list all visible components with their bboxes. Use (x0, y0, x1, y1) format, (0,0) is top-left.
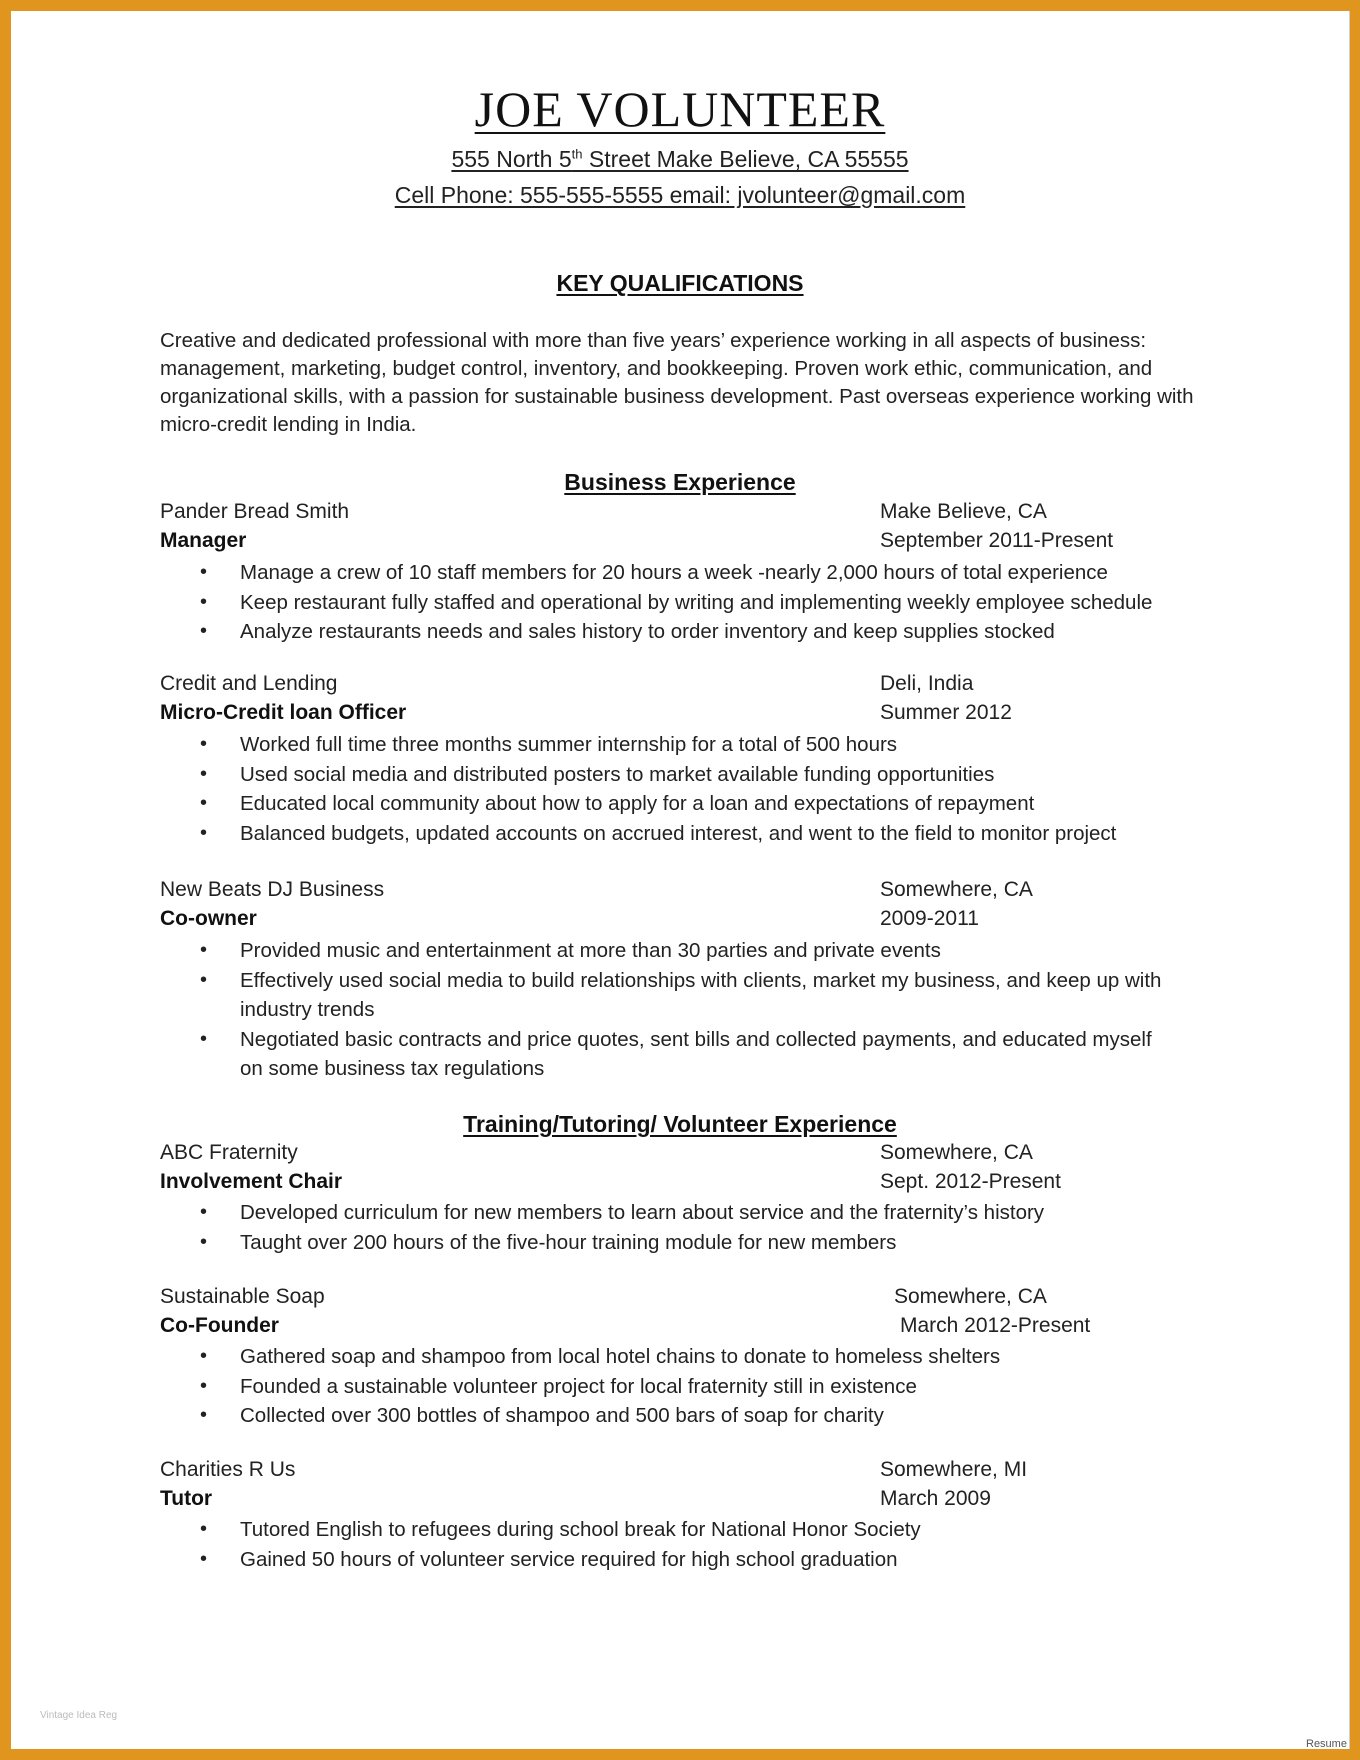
job-dates: March 2009 (880, 1487, 991, 1510)
watermark-text: Vintage Idea Reg (40, 1710, 118, 1721)
job-title: Manager (160, 529, 247, 552)
bullet-item: • Founded a sustainable volunteer project for local fraternity still in existence (200, 1372, 1180, 1402)
job-title: Involvement Chair (160, 1170, 343, 1193)
qualifications-heading: KEY QUALIFICATIONS (556, 270, 804, 296)
job-dates: September 2011-Present (880, 529, 1114, 552)
bullet-item: • Analyze restaurants needs and sales history to order inventory and keep supplies stocked (200, 617, 1180, 647)
bullet-item: • Tutored English to refugees during school break for National Honor Society (200, 1515, 1180, 1545)
bullet-item: • Balanced budgets, updated accounts on accrued interest, and went to the field to monitor project (200, 819, 1180, 849)
summary-line: Creative and dedicated professional with more than five years’ experience working in all aspects of business: (160, 329, 1147, 352)
job-title-row (160, 1314, 1160, 1342)
bullet-item: • Taught over 200 hours of the five-hour training module for new members (200, 1228, 1180, 1258)
bullet-item: • Collected over 300 bottles of shampoo and 500 bars of soap for charity (200, 1401, 1180, 1431)
job-bullets (200, 1515, 1180, 1574)
job-org-row (160, 878, 1160, 906)
job-organization: ABC Fraternity (160, 1141, 298, 1164)
job-dates: 2009-2011 (880, 907, 979, 930)
job-title-row (160, 529, 1160, 557)
bullet-item: • Provided music and entertainment at more than 30 parties and private events (200, 936, 1180, 966)
footer-label: Resume (1306, 1738, 1347, 1750)
job-bullets (200, 1342, 1180, 1431)
volunteer-experience-heading: Training/Tutoring/ Volunteer Experience (463, 1111, 897, 1137)
bullet-item: • Effectively used social media to build relationships with clients, market my business, and keep up with industry trends (200, 966, 1180, 1025)
job-bullets (200, 1198, 1180, 1257)
job-title-row (160, 701, 1160, 729)
job-organization: Credit and Lending (160, 672, 338, 695)
job-location: Somewhere, CA (880, 1141, 1033, 1164)
resume-name: JOE VOLUNTEER (474, 81, 886, 137)
job-organization: Sustainable Soap (160, 1285, 325, 1308)
business-experience-heading: Business Experience (564, 469, 796, 495)
job-org-row (160, 1285, 1160, 1313)
bullet-item: • Worked full time three months summer internship for a total of 500 hours (200, 730, 1180, 760)
job-title: Micro-Credit loan Officer (160, 701, 407, 724)
job-org-row (160, 500, 1160, 528)
bullet-item: • Educated local community about how to apply for a loan and expectations of repayment (200, 789, 1180, 819)
job-location: Somewhere, CA (894, 1285, 1047, 1308)
job-org-row (160, 1141, 1160, 1169)
summary-line: micro-credit lending in India. (160, 413, 417, 436)
job-org-row (160, 1458, 1160, 1486)
bullet-item: • Used social media and distributed posters to market available funding opportunities (200, 760, 1180, 790)
contact-line: Cell Phone: 555-555-5555 email: jvolunteer@gmail.com (394, 182, 966, 208)
qualifications-summary (160, 327, 1200, 439)
job-organization: New Beats DJ Business (160, 878, 385, 901)
job-bullets (200, 936, 1180, 1084)
job-title: Co-owner (160, 907, 257, 930)
bullet-item: • Negotiated basic contracts and price quotes, sent bills and collected payments, and educated myself on some business tax regulations (200, 1025, 1180, 1084)
job-location: Deli, India (880, 672, 974, 695)
job-title-row (160, 907, 1160, 935)
job-dates: March 2012-Present (900, 1314, 1091, 1337)
bullet-item: • Gained 50 hours of volunteer service required for high school graduation (200, 1545, 1180, 1575)
job-location: Somewhere, MI (880, 1458, 1028, 1481)
job-title-row (160, 1170, 1160, 1198)
address-line: 555 North 5th Street Make Believe, CA 55555 (451, 146, 909, 172)
job-organization: Pander Bread Smith (160, 500, 350, 523)
bullet-item: • Gathered soap and shampoo from local hotel chains to donate to homeless shelters (200, 1342, 1180, 1372)
job-location: Make Believe, CA (880, 500, 1047, 523)
job-bullets (200, 730, 1180, 848)
bullet-item: • Developed curriculum for new members to learn about service and the fraternity’s history (200, 1198, 1180, 1228)
job-organization: Charities R Us (160, 1458, 296, 1481)
job-bullets (200, 558, 1180, 647)
job-dates: Summer 2012 (880, 701, 1012, 724)
job-title-row (160, 1487, 1160, 1515)
summary-line: management, marketing, budget control, inventory, and bookkeeping. Proven work ethic, communication, and (160, 357, 1153, 380)
job-org-row (160, 672, 1160, 700)
job-location: Somewhere, CA (880, 878, 1033, 901)
job-title: Co-Founder (160, 1314, 279, 1337)
job-dates: Sept. 2012-Present (880, 1170, 1061, 1193)
job-title: Tutor (160, 1487, 213, 1510)
summary-line: organizational skills, with a passion for sustainable business development. Past overseas experience working with (160, 385, 1194, 408)
bullet-item: • Keep restaurant fully staffed and operational by writing and implementing weekly employee schedule (200, 588, 1180, 618)
bullet-item: • Manage a crew of 10 staff members for 20 hours a week -nearly 2,000 hours of total experience (200, 558, 1180, 588)
